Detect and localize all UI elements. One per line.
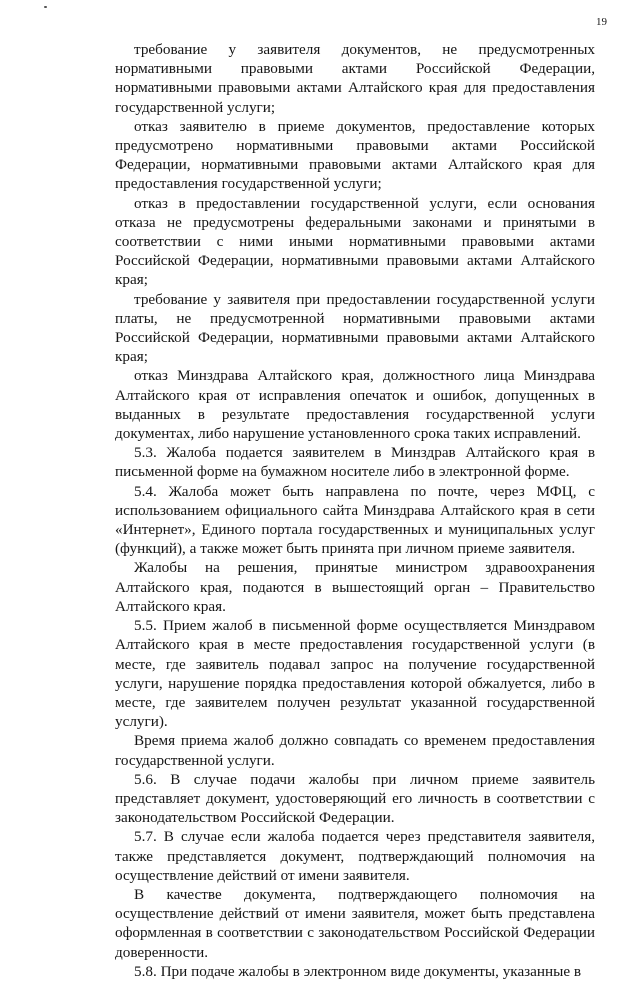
- paragraph: требование у заявителя документов, не предусмотренных нормативными правовыми актами Российской Федерации, нормативными правовыми актами Алтайского края для предоставления государственной услуги;: [115, 41, 595, 116]
- paragraph: Жалобы на решения, принятые министром здравоохранения Алтайского края, подаются в вышестоящий орган – Правительство Алтайского края.: [115, 559, 595, 615]
- paragraph: отказ в предоставлении государственной услуги, если основания отказа не предусмотрены федеральными законами и принятыми в соответствии с ними иными нормативными правовыми актами Российской Федерации, нормативными правовыми актами Алтайского края;: [115, 194, 595, 289]
- paragraph: 5.6. В случае подачи жалобы при личном приеме заявитель представляет документ, удостоверяющий его личность в соответствии с законодательством Российской Федерации.: [115, 770, 595, 827]
- paragraph: 5.8. При подаче жалобы в электронном виде документы, указанные в: [134, 962, 582, 980]
- paragraph: В качестве документа, подтверждающего полномочия на осуществление действий от имени заявителя, может быть представлена оформленная в соответствии с законодательством Российской Федерации доверенности.: [115, 885, 595, 961]
- scan-artifact: [44, 6, 47, 8]
- paragraph: отказ Минздрава Алтайского края, должностного лица Минздрава Алтайского края от исправления опечаток и ошибок, допущенных в выданных в результате предоставления государственной услуги документах, либо нарушение установленного срока таких исправлений.: [115, 367, 595, 443]
- page-number: 19: [596, 16, 607, 28]
- paragraph: 5.7. В случае если жалоба подается через представителя заявителя, также представляется документ, подтверждающий полномочия на осуществление действий от имени заявителя.: [115, 828, 595, 884]
- paragraph: отказ заявителю в приеме документов, предоставление которых предусмотрено нормативными правовыми актами Российской Федерации, нормативными правовыми актами Алтайского края для предоставления государственной услуги;: [115, 117, 595, 193]
- paragraph: 5.5. Прием жалоб в письменной форме осуществляется Минздравом Алтайского края в месте предоставления государственной услуги (в месте, где заявитель подавал запрос на получение государственной услуги, нарушение порядка предоставления которой обжалуется, либо в месте, где заявителем получен результат указанной государственной услуги).: [115, 617, 595, 731]
- paragraph: Время приема жалоб должно совпадать со временем предоставления государственной услуги.: [115, 732, 595, 769]
- paragraph: 5.4. Жалоба может быть направлена по почте, через МФЦ, с использованием официального сайта Минздрава Алтайского края в сети «Интернет», Единого портала государственных и муниципальных услуг (функций), а также может быть принята при личном приеме заявителя.: [115, 482, 595, 558]
- paragraph: 5.3. Жалоба подается заявителем в Минздрав Алтайского края в письменной форме на бумажном носителе либо в электронной форме.: [115, 444, 595, 481]
- document-body: [115, 40, 595, 981]
- paragraph: требование у заявителя при предоставлении государственной услуги платы, не предусмотренной нормативными правовыми актами Российской Федерации, нормативными правовыми актами Алтайского края;: [115, 290, 595, 366]
